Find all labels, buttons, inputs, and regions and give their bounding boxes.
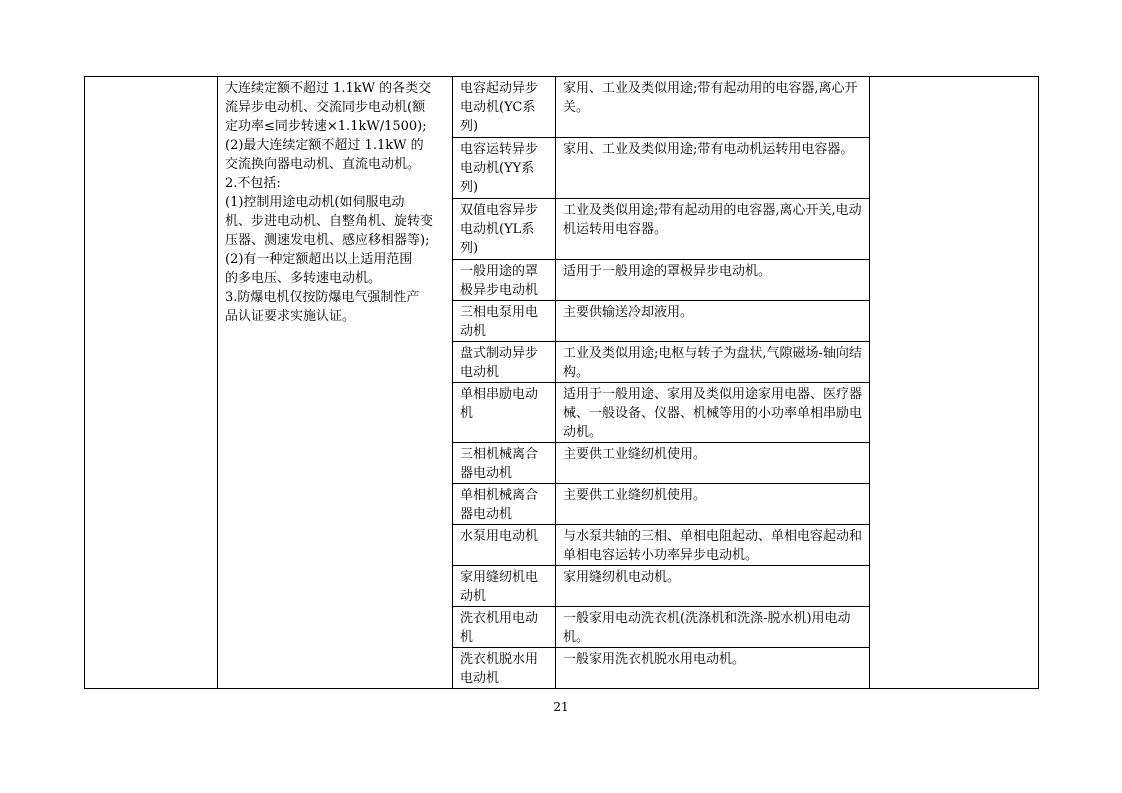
scope-cell — [218, 77, 453, 689]
product-desc-cell: 主要供工业缝纫机使用。 — [556, 443, 870, 484]
product-name-cell: 洗衣机用电动机 — [453, 607, 556, 648]
product-name-cell: 盘式制动异步电动机 — [453, 342, 556, 383]
product-name-cell: 单相串励电动机 — [453, 383, 556, 443]
product-desc-cell: 一般家用洗衣机脱水用电动机。 — [556, 648, 870, 689]
scope-line: 机、步进电动机、自整角机、旋转变 — [225, 214, 434, 229]
product-name-cell: 水泵用电动机 — [453, 525, 556, 566]
product-desc-cell: 与水泵共轴的三相、单相电阻起动、单相电容起动和单相电容运转小功率异步电动机。 — [556, 525, 870, 566]
product-name-cell: 三相电泵用电动机 — [453, 301, 556, 342]
scope-line: 定功率≤同步转速×1.1kW/1500); — [225, 119, 427, 134]
product-name-cell: 家用缝纫机电动机 — [453, 566, 556, 607]
product-desc-cell: 适用于一般用途的罩极异步电动机。 — [556, 260, 870, 301]
product-name-cell: 双值电容异步电动机(YL系列) — [453, 199, 556, 260]
scope-line: 交流换向器电动机、直流电动机。 — [225, 157, 421, 172]
product-desc-cell: 主要供工业缝纫机使用。 — [556, 484, 870, 525]
product-name-cell: 三相机械离合器电动机 — [453, 443, 556, 484]
product-name-cell: 一般用途的罩极异步电动机 — [453, 260, 556, 301]
scope-line: 3.防爆电机仅按防爆电气强制性产 — [225, 290, 420, 305]
scope-line: 品认证要求实施认证。 — [225, 309, 356, 324]
product-desc-cell: 家用、工业及类似用途;带有起动用的电容器,离心开关。 — [556, 77, 870, 138]
product-name-cell: 电容起动异步电动机(YC系列) — [453, 77, 556, 138]
scope-line: (2)最大连续定额不超过 1.1kW 的 — [225, 138, 424, 153]
scope-line: (1)控制用途电动机(如伺服电动 — [225, 195, 405, 210]
scope-line: 大连续定额不超过 1.1kW 的各类交 — [225, 81, 432, 96]
category-cell — [85, 77, 218, 689]
product-desc-cell: 家用、工业及类似用途;带有电动机运转用电容器。 — [556, 138, 870, 199]
scope-line: 的多电压、多转速电动机。 — [225, 271, 382, 286]
product-name-cell: 电容运转异步电动机(YY系列) — [453, 138, 556, 199]
product-desc-cell: 工业及类似用途;带有起动用的电容器,离心开关,电动机运转用电容器。 — [556, 199, 870, 260]
scope-line: 流异步电动机、交流同步电动机(额 — [225, 100, 426, 115]
product-desc-cell: 工业及类似用途;电枢与转子为盘状,气隙磁场-轴向结构。 — [556, 342, 870, 383]
page-number: 21 — [553, 700, 569, 714]
scope-line: 压器、测速发电机、感应移相器等); — [225, 233, 430, 248]
remarks-cell — [870, 77, 1039, 689]
table-row — [85, 77, 1039, 138]
product-desc-cell: 适用于一般用途、家用及类似用途家用电器、医疗器械、一般设备、仪器、机械等用的小功率单相串励电动机。 — [556, 383, 870, 443]
scope-line: (2)有一种定额超出以上适用范围 — [225, 252, 413, 267]
product-desc-cell: 家用缝纫机电动机。 — [556, 566, 870, 607]
scope-line: 2.不包括: — [225, 176, 281, 191]
product-scope-table — [84, 76, 1039, 689]
product-desc-cell: 一般家用电动洗衣机(洗涤机和洗涤-脱水机)用电动机。 — [556, 607, 870, 648]
product-name-cell: 单相机械离合器电动机 — [453, 484, 556, 525]
product-desc-cell: 主要供输送冷却液用。 — [556, 301, 870, 342]
product-name-cell: 洗衣机脱水用电动机 — [453, 648, 556, 689]
document-table-container — [84, 76, 1039, 689]
